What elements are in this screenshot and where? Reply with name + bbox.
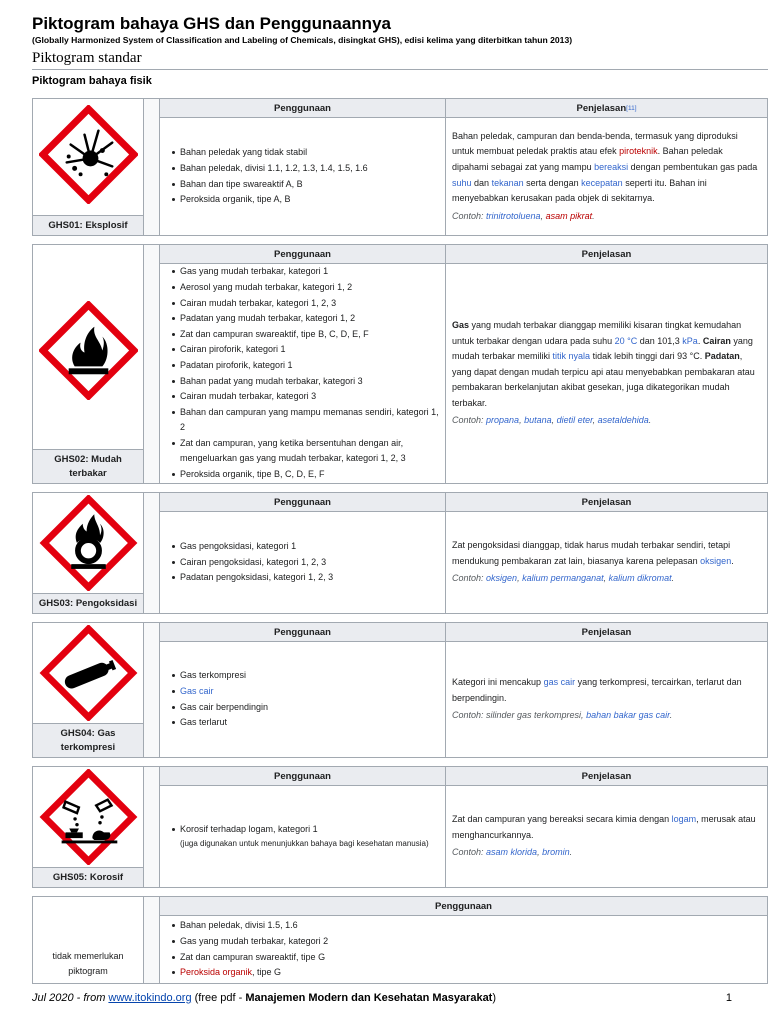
link-asam-pikrat[interactable]: asam pikrat: [545, 210, 593, 221]
link-piroteknik[interactable]: piroteknik: [619, 146, 658, 157]
list-note: (juga digunakan untuk menunjukkan bahaya bagi kesehatan manusia): [180, 839, 429, 849]
pictogram-cell: [33, 767, 144, 887]
link-asam-klorida[interactable]: asam klorida: [486, 847, 538, 858]
pictogram-code: GHS02: Mudah terbakar: [33, 449, 143, 483]
list-item-link[interactable]: Gas cair: [180, 684, 268, 700]
list-item: Peroksida organik, tipe G: [180, 965, 328, 981]
oxidizer-icon: [39, 495, 138, 591]
list-item: Gas yang mudah terbakar, kategori 1: [180, 264, 439, 280]
page-title: Piktogram bahaya GHS dan Penggunaannya: [32, 14, 391, 33]
list-item: Padatan yang mudah terbakar, kategori 1, 2: [180, 311, 439, 327]
list-item: Cairan mudah terbakar, kategori 3: [180, 389, 439, 405]
list-item: Gas terlarut: [180, 715, 268, 731]
header-use: Penggunaan: [160, 245, 446, 264]
header-use: Penggunaan: [160, 767, 446, 786]
link-oksigen-ex[interactable]: oksigen: [486, 573, 518, 584]
explanation-cell: [446, 264, 767, 483]
table-ghs04: [32, 622, 768, 758]
header-use: Penggunaan: [160, 99, 446, 118]
header-use: Penggunaan: [160, 897, 767, 916]
page-subtitle: (Globally Harmonized System of Classification and Labeling of Chemicals, disingkat GHS), edisi kelima yang diterbitkan tahun 2013): [32, 35, 573, 45]
link-trinitrotoluena[interactable]: trinitrotoluena: [486, 210, 541, 221]
link-kpa[interactable]: kPa: [682, 335, 698, 346]
spacer-cell: [144, 767, 160, 887]
footer-source: Jul 2020 - from www.itokindo.org (free pdf - Manajemen Modern dan Kesehatan Masyarakat): [32, 992, 497, 1004]
uses-list: [160, 918, 328, 980]
list-item: Cairan pengoksidasi, kategori 1, 2, 3: [180, 555, 333, 571]
link-asetaldehida[interactable]: asetaldehida: [597, 415, 649, 426]
pictogram-cell: [33, 897, 144, 983]
list-item: Padatan pengoksidasi, kategori 1, 2, 3: [180, 570, 333, 586]
header-exp-text: Penjelasan: [576, 102, 627, 114]
reference-link[interactable]: [11]: [626, 104, 637, 112]
table-no-pictogram: [32, 896, 768, 984]
example-text: Contoh: asam klorida, bromin.: [452, 847, 573, 858]
list-item: Padatan piroforik, kategori 1: [180, 358, 439, 374]
flame-icon: [39, 301, 138, 400]
example-text: Contoh: silinder gas terkompresi, bahan bakar gas cair.: [452, 710, 673, 721]
example-text: Contoh: propana, butana, dietil eter, asetaldehida.: [452, 415, 652, 426]
table-ghs03: [32, 492, 768, 614]
list-item: Gas pengoksidasi, kategori 1: [180, 539, 333, 555]
list-item: Zat dan campuran, yang ketika bersentuhan dengan air, mengeluarkan gas yang mudah terbakar, kategori 1, 2, 3: [180, 436, 439, 467]
spacer-cell: [144, 99, 160, 235]
header-use: Penggunaan: [160, 493, 446, 512]
uses-cell: [160, 118, 446, 235]
link-gas-cair[interactable]: gas cair: [543, 677, 576, 688]
list-item: Bahan padat yang mudah terbakar, kategori 3: [180, 374, 439, 390]
list-item: Aerosol yang mudah terbakar, kategori 1, 2: [180, 280, 439, 296]
pictogram-code: GHS05: Korosif: [33, 867, 143, 887]
list-item: Gas yang mudah terbakar, kategori 2: [180, 934, 328, 950]
uses-cell: [160, 264, 446, 483]
link-peroksida-organik[interactable]: Peroksida organik: [180, 967, 253, 978]
explanation-cell: [446, 118, 767, 235]
list-item: Zat dan campuran swareaktif, tipe G: [180, 950, 328, 966]
link-bromin[interactable]: bromin: [542, 847, 570, 858]
header-explanation: Penjelasan: [446, 245, 767, 264]
uses-list: [160, 822, 437, 852]
footer-link[interactable]: www.itokindo.org: [108, 992, 192, 1004]
pictogram-cell: [33, 245, 144, 483]
pictogram-cell: [33, 623, 144, 757]
table-ghs05: [32, 766, 768, 888]
pictogram-cell: [33, 493, 144, 613]
section-heading: Piktogram standar: [32, 50, 768, 70]
explanation-cell: [446, 786, 767, 887]
list-item: Cairan piroforik, kategori 1: [180, 342, 439, 358]
list-item: Bahan peledak yang tidak stabil: [180, 145, 368, 161]
list-item: Gas cair berpendingin: [180, 700, 268, 716]
list-item: Bahan dan campuran yang mampu memanas sendiri, kategori 1, 2: [180, 405, 439, 436]
example-text: Contoh: oksigen, kalium permanganat, kalium dikromat.: [452, 573, 675, 584]
pictogram-cell: [33, 99, 144, 235]
header-explanation: Penjelasan: [446, 493, 767, 512]
header-use: Penggunaan: [160, 623, 446, 642]
spacer-cell: [144, 623, 160, 757]
link-logam[interactable]: logam: [671, 814, 697, 825]
link-20c[interactable]: 20 °C: [614, 335, 638, 346]
header-explanation: Penjelasan: [446, 623, 767, 642]
spacer-cell: [144, 245, 160, 483]
link-propana[interactable]: propana: [486, 415, 520, 426]
example-text: Contoh: trinitrotoluena, asam pikrat.: [452, 210, 595, 221]
pictogram-code: GHS04: Gas terkompresi: [33, 723, 143, 757]
list-item: Peroksida organik, tipe A, B: [180, 192, 368, 208]
gas-cylinder-icon: [39, 625, 138, 721]
uses-list: [160, 145, 368, 207]
link-suhu[interactable]: suhu: [452, 177, 472, 188]
pictogram-code: GHS03: Pengoksidasi: [33, 593, 143, 613]
link-kecepatan[interactable]: kecepatan: [581, 177, 623, 188]
explanation-text: Zat pengoksidasi dianggap, tidak harus mudah terbakar sendiri, tetapi mendukung pembakaran zat lain, biasanya karena pelepasan oksigen.: [452, 540, 734, 566]
list-item: Bahan dan tipe swareaktif A, B: [180, 177, 368, 193]
spacer-cell: [144, 493, 160, 613]
uses-list: [160, 539, 333, 586]
no-pictogram-label: tidak memerlukan piktogram: [52, 951, 124, 976]
link-bahan-bakar-gas-cair[interactable]: bahan bakar gas cair: [586, 710, 670, 721]
link-tekanan[interactable]: tekanan: [491, 177, 524, 188]
list-item: Gas terkompresi: [180, 668, 268, 684]
link-dietil-eter[interactable]: dietil eter: [556, 415, 593, 426]
table-ghs02: [32, 244, 768, 484]
list-item: Bahan peledak, divisi 1.1, 1.2, 1.3, 1.4, 1.5, 1.6: [180, 161, 368, 177]
link-kalium-permanganat[interactable]: kalium permanganat: [522, 573, 604, 584]
explanation-cell: [446, 642, 767, 757]
page-number: 1: [725, 992, 732, 1004]
explanation-text: Bahan peledak, campuran dan benda-benda, termasuk yang diproduksi untuk membuat peledak praktis atau efek piroteknik. Bahan peledak dipahami sebagai zat yang mampu bereaksi dengan pembentukan gas pada suhu dan tekanan serta dengan kecepatan seperti itu. Bahan ini menyebabkan kerusakan pada objek di sekitarnya.: [452, 130, 758, 204]
list-item: Cairan mudah terbakar, kategori 1, 2, 3: [180, 296, 439, 312]
uses-cell: [160, 642, 446, 757]
spacer-cell: [144, 897, 160, 983]
list-item: Peroksida organik, tipe B, C, D, E, F: [180, 467, 439, 483]
header-explanation: [446, 99, 767, 118]
table-ghs01: [32, 98, 768, 236]
explanation-text: Kategori ini mencakup gas cair yang terkompresi, tercairkan, terlarut dan berpendingin.: [452, 677, 742, 703]
uses-cell: [160, 512, 446, 613]
pictogram-code: GHS01: Eksplosif: [33, 215, 143, 235]
link-titik-nyala[interactable]: titik nyala: [552, 351, 591, 362]
link-oksigen[interactable]: oksigen: [700, 555, 732, 566]
explanation-cell: [446, 512, 767, 613]
corrosive-icon: [39, 769, 138, 865]
list-item: Zat dan campuran swareaktif, tipe B, C, D, E, F: [180, 327, 439, 343]
explanation-text: Zat dan campuran yang bereaksi secara kimia dengan logam, merusak atau menghancurkannya.: [452, 814, 756, 840]
link-kalium-dikromat[interactable]: kalium dikromat: [608, 573, 672, 584]
uses-list: [160, 264, 445, 482]
uses-cell: [160, 786, 446, 887]
link-bereaksi[interactable]: bereaksi: [594, 161, 629, 172]
subsection-heading: Piktogram bahaya fisik: [32, 75, 152, 87]
link-butana[interactable]: butana: [524, 415, 552, 426]
list-item: Korosif terhadap logam, kategori 1: [180, 822, 429, 838]
uses-cell: [160, 916, 767, 983]
explanation-text: Gas yang mudah terbakar dianggap memiliki kisaran tingkat kemudahan untuk terbakar dengan udara pada suhu 20 °C dan 101,3 kPa. Cairan yang mudah terbakar memiliki titik nyala tidak lebih tinggi dari 93 °C. Padatan, yang dapat dengan mudah terpicu api atau menyebabkan pembakaran atau pembakaran berkelanjutan akibat gesekan, juga dikategorikan mudah terbakar.: [452, 319, 755, 408]
list-item: Bahan peledak, divisi 1.5, 1.6: [180, 918, 328, 934]
header-explanation: Penjelasan: [446, 767, 767, 786]
explosive-icon: [39, 105, 138, 204]
uses-list: [160, 668, 268, 730]
